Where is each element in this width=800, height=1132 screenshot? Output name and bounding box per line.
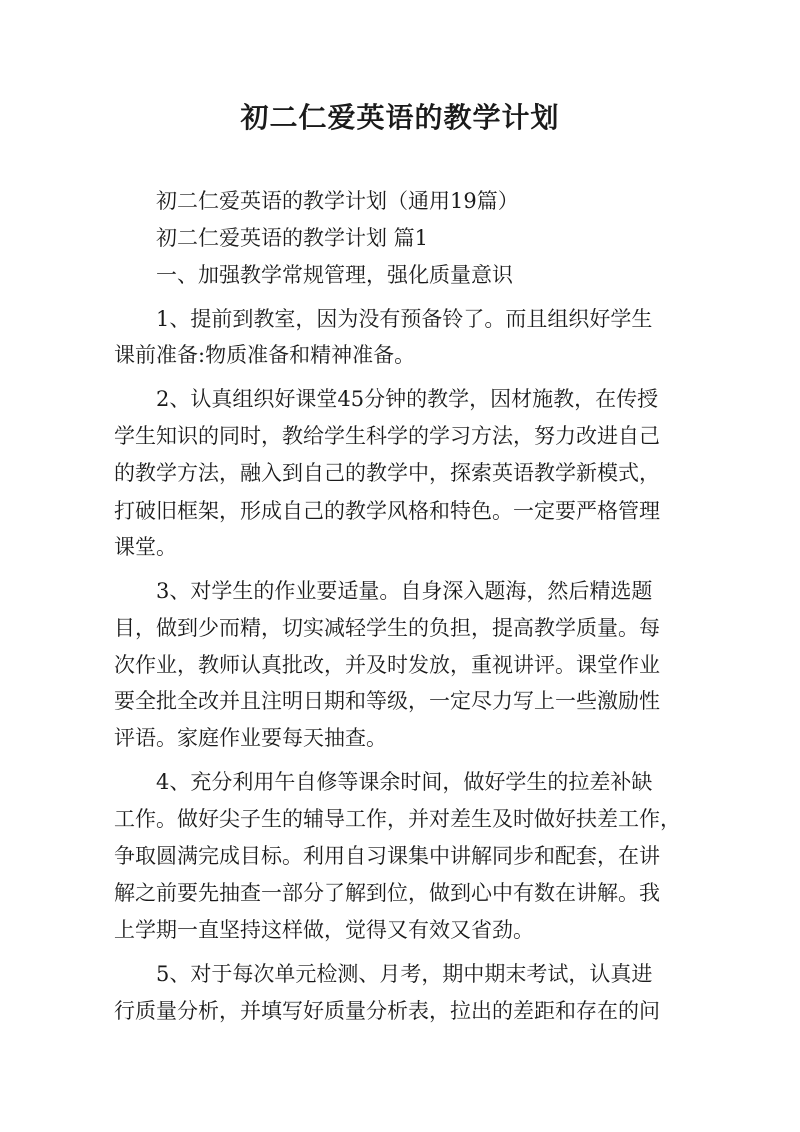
text-line: 3、对学生的作业要适量。自身深入题海，然后精选题 (156, 579, 653, 603)
text-line: 初二仁爱英语的教学计划（通用19篇） (156, 189, 519, 213)
text-line: 目，做到少而精，切实减轻学生的负担，提高教学质量。每 (114, 616, 660, 640)
text-line: 4、充分利用午自修等课余时间，做好学生的拉差补缺 (156, 770, 653, 794)
text-line: 打破旧框架，形成自己的教学风格和特色。一定要严格管理 (114, 499, 660, 523)
text-line: 争取圆满完成目标。利用自习课集中讲解同步和配套，在讲 (114, 844, 660, 868)
document-title: 初二仁爱英语的教学计划 (240, 101, 560, 134)
text-line: 初二仁爱英语的教学计划 篇1 (156, 226, 429, 250)
text-line: 的教学方法，融入到自己的教学中，探索英语教学新模式， (114, 461, 660, 485)
text-line: 工作。做好尖子生的辅导工作，并对差生及时做好扶差工作， (114, 807, 681, 831)
text-line: 解之前要先抽查一部分了解到位，做到心中有数在讲解。我 (114, 881, 660, 905)
text-line: 次作业，教师认真批改，并及时发放，重视讲评。课堂作业 (114, 653, 660, 677)
text-line: 一、加强教学常规管理，强化质量意识 (156, 263, 513, 287)
text-line: 5、对于每次单元检测、月考，期中期末考试，认真进 (156, 962, 653, 986)
text-line: 评语。家庭作业要每天抽查。 (114, 726, 387, 750)
document-body (114, 186, 684, 1036)
text-line: 要全批全改并且注明日期和等级，一定尽力写上一些激励性 (114, 689, 660, 713)
text-line: 上学期一直坚持这样做，觉得又有效又省劲。 (114, 918, 534, 942)
text-line: 课堂。 (114, 535, 177, 559)
text-line: 课前准备:物质准备和精神准备。 (114, 343, 416, 367)
text-line: 学生知识的同时，教给学生科学的学习方法，努力改进自己 (114, 424, 660, 448)
text-line: 1、提前到教室，因为没有预备铃了。而且组织好学生 (156, 307, 653, 331)
text-line: 2、认真组织好课堂45分钟的教学，因材施教，在传授 (156, 387, 659, 411)
text-line: 行质量分析，并填写好质量分析表，拉出的差距和存在的问 (114, 999, 660, 1023)
